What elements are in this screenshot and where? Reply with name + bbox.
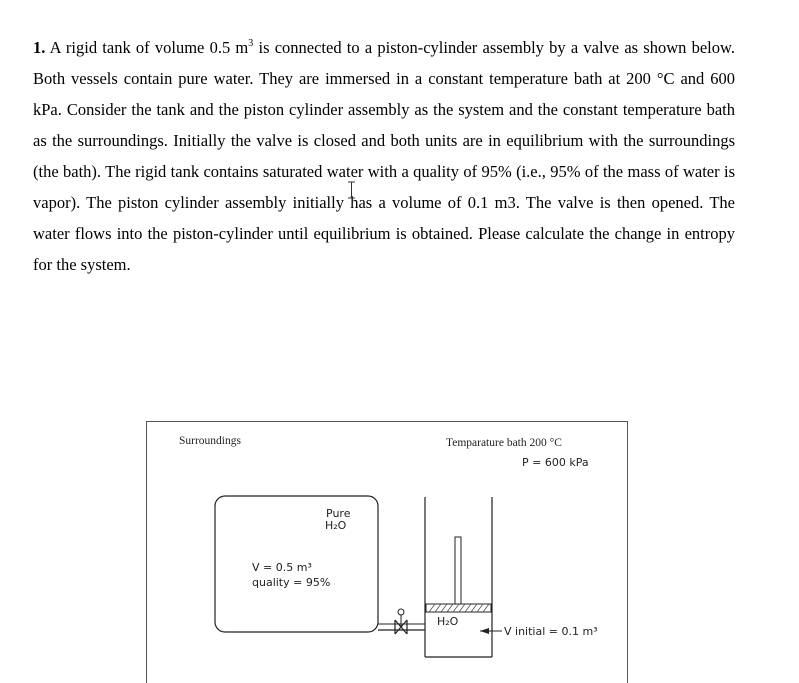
problem-text-rest: is connected to a piston-cylinder assembly by a valve as shown below. Both vessels contain pure water. They are immersed in a constant temperature bath at 200 °C and 600 kPa. Consider the tank and the piston cylinder assembly as the system and the constant temperature bath as the surroundings. Initially the valve is closed and both units are in equilibrium with the surroundings (the bath). The rigid tank contains saturated water with a quality of 95% (i.e., 95% of the mass of water is vapor). The piston cylinder assembly initially has a volume of 0.1 m3. The valve is then opened. The water flows into the piston-cylinder until equilibrium is obtained. Please calculate the change in entropy for the system. [33,38,735,274]
volume-exponent: 3 [248,38,253,49]
tank-label-pure: Pure [326,507,351,520]
piston-rod [455,537,461,604]
problem-paragraph [33,32,735,280]
cylinder-volume-label: V initial = 0.1 m³ [504,625,598,638]
piston-cylinder [425,497,492,657]
surroundings-label: Surroundings [179,435,242,447]
bath-pressure-label: P = 600 kPa [522,456,589,469]
text-cursor-icon [347,181,356,199]
system-diagram [146,421,628,683]
arrow-left-icon [480,628,489,634]
problem-number: 1. [33,38,45,57]
tank-volume-label: V = 0.5 m³ [252,561,312,574]
problem-text-start: A rigid tank of volume 0.5 m [45,38,248,57]
tank-quality-label: quality = 95% [252,576,330,589]
cylinder-water-label: H₂O [437,615,459,628]
problem-statement [33,32,735,280]
tank-label-water: H₂O [325,519,347,532]
bath-temperature-label: Temparature bath 200 °C [446,437,562,449]
